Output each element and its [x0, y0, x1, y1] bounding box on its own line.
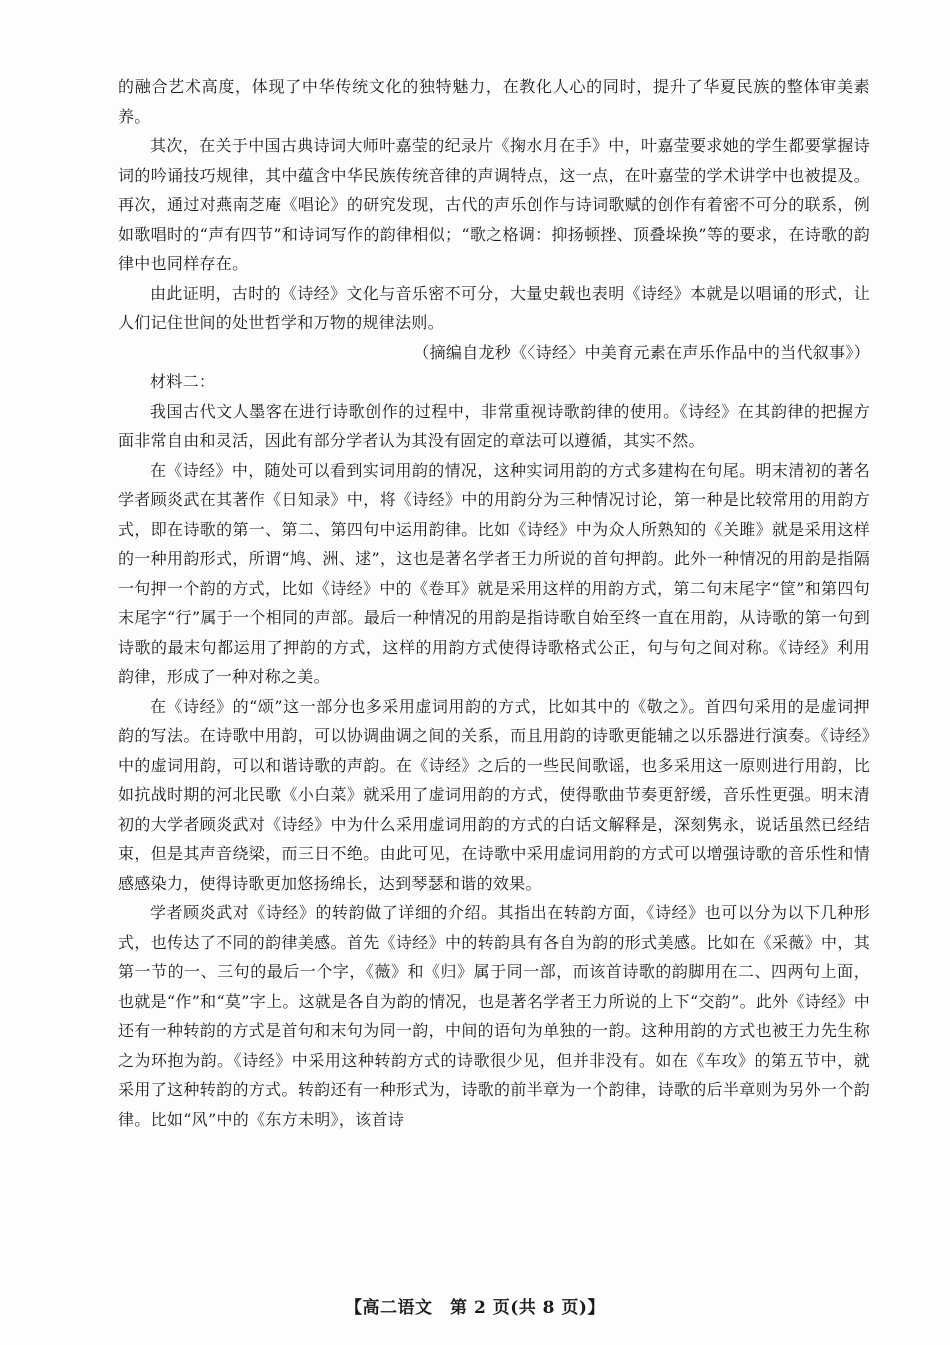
material-two-heading: 材料二：: [150, 372, 216, 391]
paragraph-6: 在《诗经》的“颂”这一部分也多采用虚词用韵的方式，比如其中的《敬之》。首四句采用的是虚词押韵的写法。在诗歌中用韵，可以协调曲调之间的关系，而且用韵的诗歌更能辅之以乐器进行演奏。《诗经》中的虚词用韵，可以和谐诗歌的声韵。在《诗经》之后的一些民间歌谣，也多采用这一原则进行用韵，比如抗战时期的河北民歌《小白菜》就采用了虚词用韵的方式，使得歌曲节奏更舒缓，音乐性更强。明末清初的大学者顾炎武对《诗经》中为什么采用虚词用韵的方式的白话文解释是，深刻隽永，说话虽然已经结束，但是其声音绕梁，而三日不绝。由此可见，在诗歌中采用虚词用韵的方式可以增强诗歌的音乐性和情感感染力，使得诗歌更加悠扬绵长，达到琴瑟和谐的效果。: [118, 696, 870, 893]
paragraph-2: 其次，在关于中国古典诗词大师叶嘉莹的纪录片《掬水月在手》中，叶嘉莹要求她的学生都要掌握诗词的吟诵技巧规律，其中蕴含中华民族传统音律的声调特点，这一点，在叶嘉莹的学术讲学中也被提及。再次，通过对燕南芝庵《唱论》的研究发现，古代的声乐创作与诗词歌赋的创作有着密不可分的联系，例如歌唱时的“声有四节”和诗词写作的韵律相似；“歌之格调：抑扬顿挫、顶叠垛换”等的要求，在诗歌的韵律中也同样存在。: [118, 136, 870, 273]
paragraph-7: 学者顾炎武对《诗经》的转韵做了详细的介绍。其指出在转韵方面，《诗经》也可以分为以下几种形式，也传达了不同的韵律美感。首先《诗经》中的转韵具有各自为韵的形式美感。比如在《采薇》中，其第一节的一、三句的最后一个字，《薇》和《归》属于同一部，而该首诗歌的韵脚用在二、四两句上面，也就是“作”和“莫”字上。这就是各自为韵的情况，也是著名学者王力所说的上下“交韵”。此外《诗经》中还有一种转韵的方式是首句和末句为同一韵，中间的语句为单独的一韵。这种用韵的方式也被王力先生称之为环抱为韵。《诗经》中采用这种转韵方式的诗歌很少见，但并非没有。如在《车攻》的第五节中，就采用了这种转韵的方式。转韵还有一种形式为，诗歌的前半章为一个韵律，诗歌的后半章则为另外一个韵律。比如“风”中的《东方未明》，该首诗: [118, 903, 870, 1129]
paragraph-4: 我国古代文人墨客在进行诗歌创作的过程中，非常重视诗歌韵律的使用。《诗经》在其韵律的把握方面非常自由和灵活，因此有部分学者认为其没有固定的章法可以遵循，其实不然。: [118, 401, 870, 450]
paragraph-5: 在《诗经》中，随处可以看到实词用韵的情况，这种实词用韵的方式多建构在句尾。明末清初的著名学者顾炎武在其著作《日知录》中，将《诗经》中的用韵分为三种情况讨论，第一种是比较常用的用韵方式，即在诗歌的第一、第二、第四句中运用韵律。比如《诗经》中为众人所熟知的《关雎》就是采用这样的一种用韵形式，所谓“鸠、洲、逑”，这也是著名学者王力所说的首句押韵。此外一种情况的用韵是指隔一句押一个韵的方式，比如《诗经》中的《卷耳》就是采用这样的用韵方式，第二句末尾字“筐”和第四句末尾字“行”属于一个相同的声部。最后一种情况的用韵是指诗歌自始至终一直在用韵，从诗歌的第一句到诗歌的最末句都运用了押韵的方式，这样的用韵方式使得诗歌格式公正，句与句之间对称。《诗经》利用韵律，形成了一种对称之美。: [118, 460, 870, 686]
paragraph-3: 由此证明，古时的《诗经》文化与音乐密不可分，大量史载也表明《诗经》本就是以唱诵的形式，让人们记住世间的处世哲学和万物的规律法则。: [118, 283, 870, 332]
page-body: [118, 72, 870, 1134]
page-footer: 【高二语文 第 2 页(共 8 页)】: [345, 1298, 605, 1318]
source-citation: （摘编自龙秒《〈诗经〉中美育元素在声乐作品中的当代叙事》）: [413, 342, 870, 362]
paragraph-1: 的融合艺术高度，体现了中华传统文化的独特魅力，在教化人心的同时，提升了华夏民族的整体审美素养。: [118, 77, 870, 126]
